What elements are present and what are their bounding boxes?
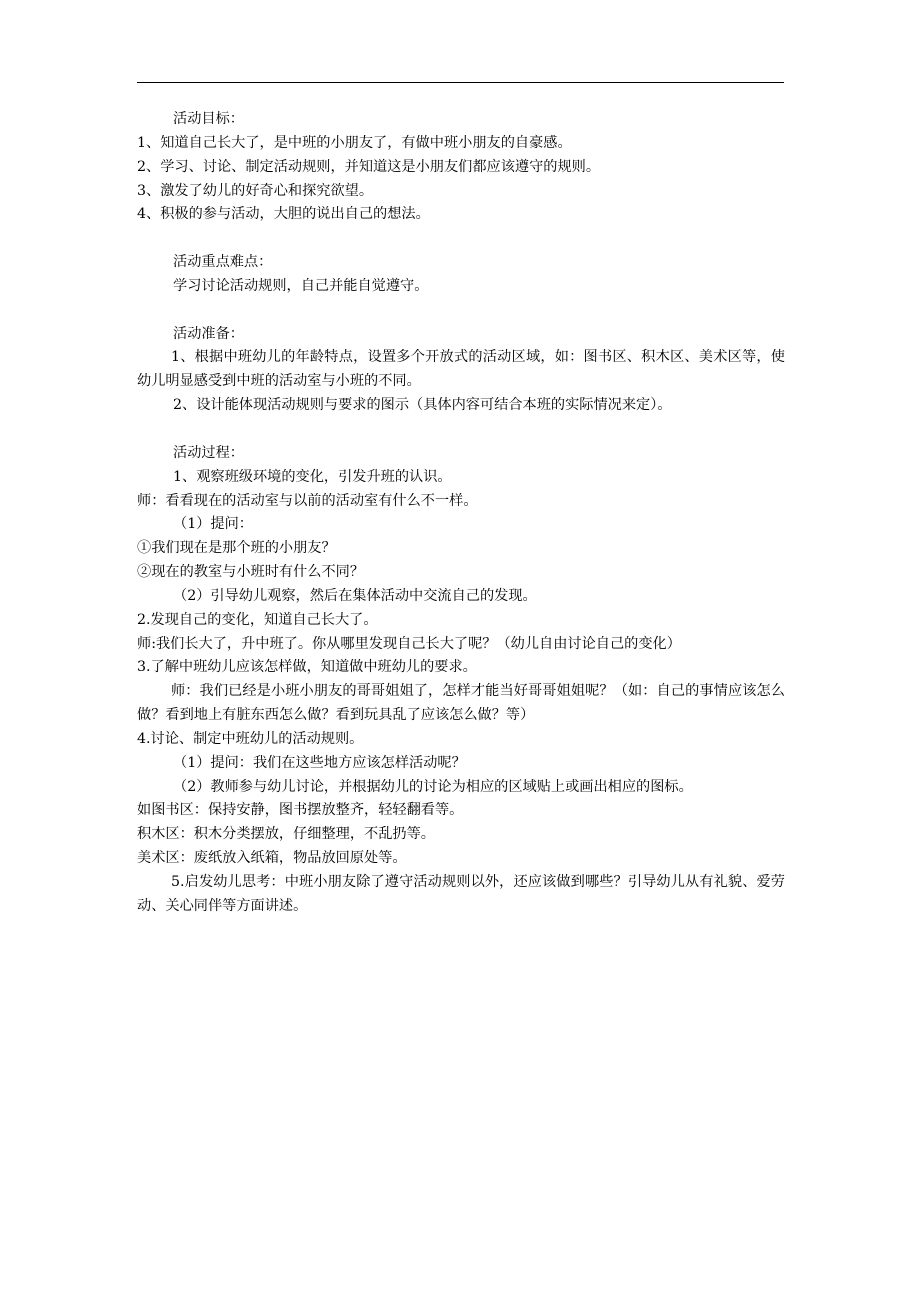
section-gap	[173, 299, 785, 323]
process-line: 如图书区：保持安静，图书摆放整齐，轻轻翻看等。	[137, 802, 464, 819]
document-body	[137, 108, 785, 919]
goal-item-4: 4、积极的参与活动，大胆的说出自己的想法。	[137, 206, 430, 223]
process-line: 2.发现自己的变化，知道自己长大了。	[137, 611, 378, 628]
process-line: 1、观察班级环境的变化，引发升班的认识。	[173, 468, 452, 485]
process-line: （2）教师参与幼儿讨论，并根据幼儿的讨论为相应的区域贴上或画出相应的图标。	[173, 778, 693, 795]
key-points-heading: 活动重点难点：	[173, 254, 273, 271]
preparation-heading: 活动准备：	[173, 325, 244, 342]
process-line: ①我们现在是那个班的小朋友？	[137, 540, 336, 557]
process-line: ②现在的教室与小班时有什么不同？	[137, 564, 365, 581]
preparation-item-2: 2、设计能体现活动规则与要求的图示（具体内容可结合本班的实际情况来定）。	[173, 397, 672, 414]
process-line: 师：我们已经是小班小朋友的哥哥姐姐了，怎样才能当好哥哥姐姐呢？（如：自己的事情应该怎么做？看到地上有脏东西怎么做？看到玩具乱了应该怎么做？等）	[137, 683, 785, 724]
header-rule	[137, 82, 784, 83]
process-line: 3.了解中班幼儿应该怎样做，知道做中班幼儿的要求。	[137, 659, 477, 676]
goal-item-2: 2、学习、讨论、制定活动规则，并知道这是小朋友们都应该遵守的规则。	[137, 158, 601, 175]
goal-item-1: 1、知道自己长大了，是中班的小朋友了，有做中班小朋友的自豪感。	[137, 134, 572, 151]
preparation-item-1: 1、根据中班幼儿的年龄特点，设置多个开放式的活动区域，如：图书区、积木区、美术区等，使幼儿明显感受到中班的活动室与小班的不同。	[137, 349, 785, 390]
process-line: 5.启发幼儿思考：中班小朋友除了遵守活动规则以外，还应该做到哪些？引导幼儿从有礼貌、爱劳动、关心同伴等方面讲述。	[137, 874, 785, 914]
goals-heading: 活动目标：	[173, 111, 244, 127]
process-line: 积木区：积木分类摆放，仔细整理，不乱扔等。	[137, 826, 435, 843]
process-line: 师：看看现在的活动室与以前的活动室有什么不一样。	[137, 492, 478, 509]
process-line: 4.讨论、制定中班幼儿的活动规则。	[137, 730, 364, 747]
goal-item-3: 3、激发了幼儿的好奇心和探究欲望。	[137, 182, 374, 199]
section-gap	[173, 227, 785, 251]
section-gap	[173, 418, 785, 442]
process-line: 师:我们长大了，升中班了。你从哪里发现自己长大了呢？（幼儿自由讨论自己的变化）	[137, 635, 681, 652]
process-line: （1）提问：	[173, 516, 253, 533]
process-line: （1）提问：我们在这些地方应该怎样活动呢？	[173, 754, 466, 771]
process-line: 美术区：废纸放入纸箱，物品放回原处等。	[137, 850, 407, 867]
process-heading: 活动过程：	[173, 444, 244, 461]
process-line: （2）引导幼儿观察，然后在集体活动中交流自己的发现。	[173, 587, 537, 604]
key-points-text: 学习讨论活动规则，自己并能自觉遵守。	[173, 277, 429, 294]
